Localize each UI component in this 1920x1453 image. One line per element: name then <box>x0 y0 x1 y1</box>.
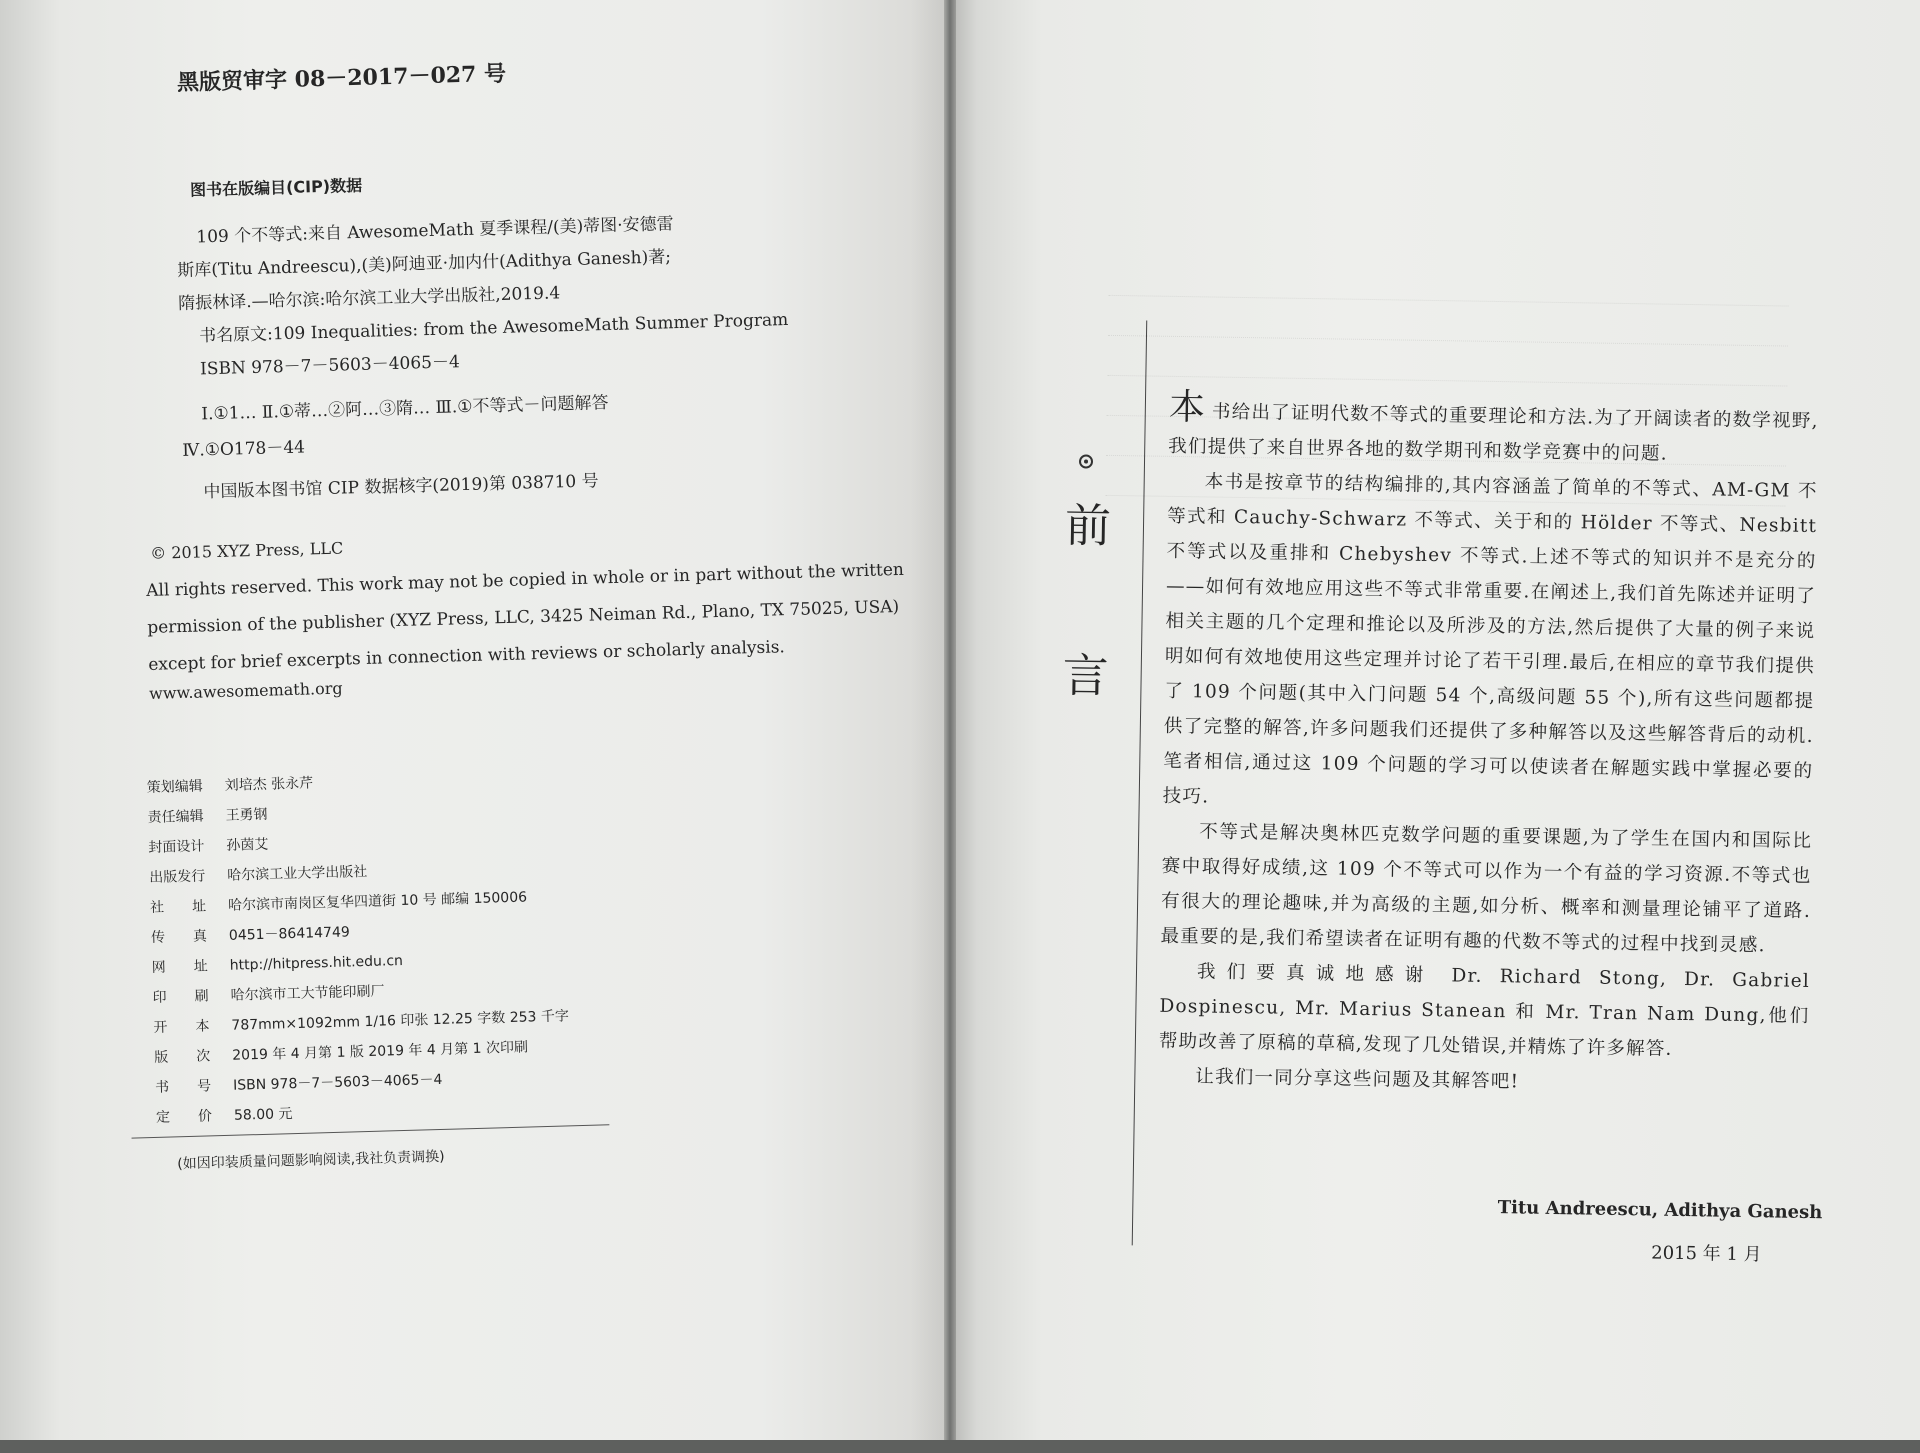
metadata-value: http://hitpress.hit.edu.cn <box>229 952 404 974</box>
metadata-row <box>154 1037 528 1067</box>
metadata-value: 孙茵艾 <box>226 836 269 854</box>
preface-title-char: 前 <box>1064 498 1112 553</box>
metadata-label: 责任编辑 <box>147 808 204 827</box>
metadata-value: 王勇钢 <box>225 806 268 824</box>
metadata-value: 哈尔滨工业大学出版社 <box>227 863 368 884</box>
drop-cap: 本 <box>1168 386 1207 429</box>
metadata-label: 社 址 <box>149 898 207 917</box>
copyright-line: © 2015 XYZ Press, LLC <box>149 538 344 563</box>
paragraph-text: 书给出了证明代数不等式的重要理论和方法.为了开阔读者的数学视野,我们提供了来自世界各地的数学期刊和数学竞赛中的问题. <box>1168 401 1819 465</box>
cip-line: 109 个不等式:来自 AwesomeMath 夏季课程/(美)蒂图·安德雷 <box>196 214 674 248</box>
metadata-value: 哈尔滨市工大节能印刷厂 <box>230 983 385 1004</box>
metadata-row <box>152 980 384 1006</box>
cip-line: 斯库(Titu Andreescu),(美)阿迪亚·加内什(Adithya Ganesh)著; <box>177 247 672 281</box>
metadata-label: 定 价 <box>155 1108 213 1126</box>
metadata-value: ISBN 978－7－5603－4065－4 <box>232 1071 443 1094</box>
footer-rule <box>132 1124 610 1138</box>
metadata-value: 刘培杰 张永芹 <box>224 775 314 794</box>
preface-title-char: 言 <box>1062 648 1110 703</box>
metadata-label: 版 次 <box>154 1048 211 1066</box>
signature-date: 2015 年 1 月 <box>1651 1242 1762 1266</box>
metadata-row <box>155 1069 443 1097</box>
cip-line: Ⅳ.①O178－44 <box>182 437 306 461</box>
metadata-row <box>151 950 403 977</box>
metadata-row <box>153 1005 569 1037</box>
metadata-label: 网 址 <box>151 958 209 976</box>
copyright-body: All rights reserved. This work may not be copied in whole or in part without the written permission of the publisher (XYZ Press, LLC, 3425 Neiman Rd., Plano, TX 75025, USA) except for brief excerpts in connection with reviews or scholarly analysis. <box>145 559 905 675</box>
metadata-label: 策划编辑 <box>146 778 203 797</box>
metadata-value: 0451－86414749 <box>228 924 350 944</box>
metadata-row <box>146 772 313 797</box>
metadata-value: 787mm×1092mm 1/16 印张 12.25 字数 253 千字 <box>231 1008 570 1034</box>
preface-paragraph: 让我们一同分享这些问题及其解答吧! <box>1195 1066 1520 1093</box>
metadata-label: 书 号 <box>154 1078 212 1096</box>
preface-paragraph: 不等式是解决奥林匹克数学问题的重要课题,为了学生在国内和国际比赛中取得好成绩,这 109 个不等式可以作为一个有益的学习资源.不等式也有很大的理论趣味,并为高级的主题,如分析、概率和测量理论铺平了道路.最重要的是,我们希望读者在证明有趣的代数不等式的过程中找到灵感. <box>1160 821 1813 957</box>
preface-paragraph: 我们要真诚地感谢 Dr. Richard Stong, Dr. Gabriel Dospinescu, Mr. Marius Stanean 和 Mr. Tran Nam Dung,他们帮助改善了原稿的草稿,发现了几处错误,并精炼了许多解答. <box>1158 961 1811 1060</box>
metadata-label: 封面设计 <box>148 838 205 857</box>
quality-notice: (如因印装质量问题影响阅读,我社负责调换) <box>177 1148 445 1173</box>
metadata-row <box>156 1103 293 1127</box>
ornament-circle-icon <box>1079 454 1093 468</box>
preface-body <box>1158 386 1819 1104</box>
approval-number: 黑版贸审字 08－2017－027 号 <box>176 60 507 96</box>
cip-line: Ⅰ.①1… Ⅱ.①蒂…②阿…③隋… Ⅲ.①不等式－问题解答 <box>201 393 609 425</box>
cip-line: ISBN 978－7－5603－4065－4 <box>199 352 461 380</box>
metadata-value: 2019 年 4 月第 1 版 2019 年 4 月第 1 次印刷 <box>232 1039 529 1064</box>
metadata-label: 出版发行 <box>149 868 206 887</box>
preface-paragraph: 本书是按章节的结构编排的,其内容涵盖了简单的不等式、AM-GM 不等式和 Cauchy-Schwarz 不等式、关于和的 Hölder 不等式、Nesbitt 不等式以及重排和 Chebyshev 不等式.上述不等式的知识并不是充分的——如何有效地应用这些不等式非常重要.在阐述上,我们首先陈述并证明了相关主题的几个定理和推论以及所涉及的方法,然后提供了大量的例子来说明如何有效地使用这些定理并讨论了若干引理.最后,在相应的章节我们提供了 109 个问题(其中入门问题 54 个,高级问题 55 个),所有这些问题都提供了完整的解答,许多问题我们还提供了多种解答以及这些解答背后的动机.笔者相信,通过这 109 个问题的学习可以使读者在解题实践中掌握必要的技巧. <box>1162 471 1818 808</box>
metadata-row <box>148 834 269 857</box>
preface-page <box>941 0 1920 1448</box>
metadata-value: 哈尔滨市南岗区复华四道街 10 号 邮编 150006 <box>227 889 528 914</box>
cip-line: 书名原文:109 Inequalities: from the AwesomeMath Summer Program <box>198 309 789 347</box>
cip-heading: 图书在版编目(CIP)数据 <box>189 175 363 200</box>
publisher-website: www.awesomemath.org <box>148 678 343 703</box>
metadata-label: 传 真 <box>150 928 208 946</box>
signature-authors: Titu Andreescu, Adithya Ganesh <box>1497 1197 1823 1224</box>
metadata-row <box>151 921 350 947</box>
cip-record: 中国版本图书馆 CIP 数据核字(2019)第 038710 号 <box>203 471 599 503</box>
metadata-label: 印 刷 <box>152 988 209 1006</box>
preface-paragraph <box>1168 386 1819 474</box>
metadata-label: 开 本 <box>153 1018 210 1036</box>
metadata-value: 58.00 元 <box>233 1106 293 1124</box>
metadata-row <box>150 886 527 917</box>
cip-line: 隋振林译.—哈尔滨:哈尔滨工业大学出版社,2019.4 <box>177 283 561 314</box>
metadata-row <box>149 861 367 887</box>
metadata-row <box>147 804 268 827</box>
